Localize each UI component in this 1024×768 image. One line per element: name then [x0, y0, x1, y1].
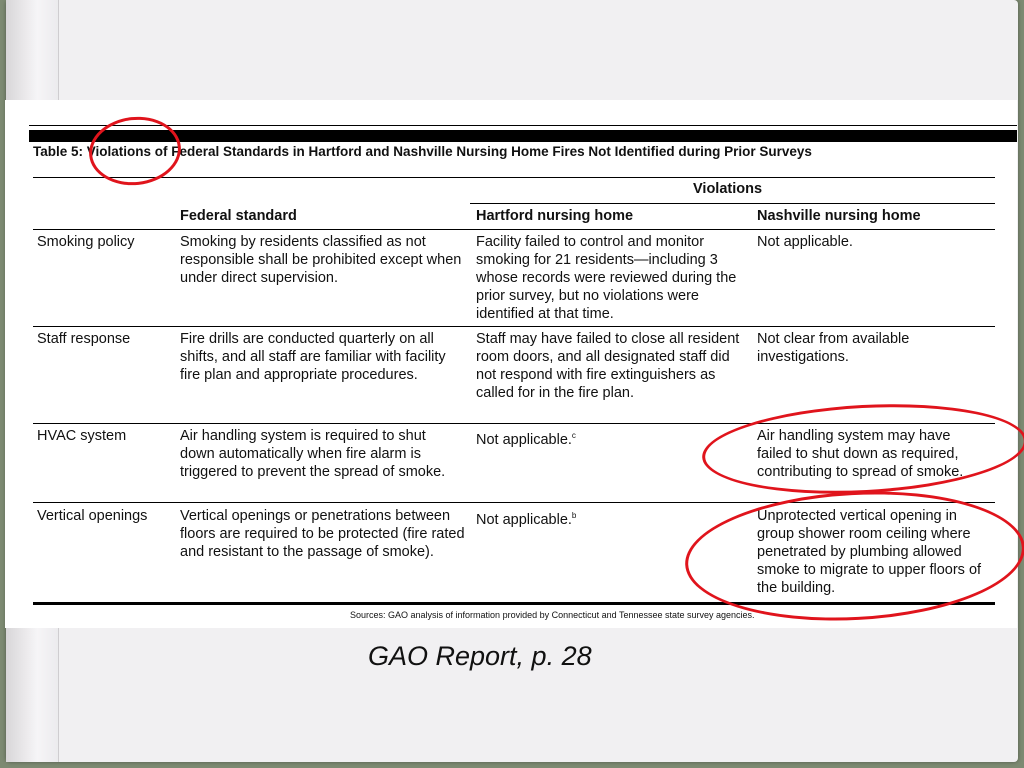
annotation-circle-table5 [86, 112, 185, 189]
row-smoking-hartford: Facility failed to control and monitor smoking for 21 residents—including 3 whose records were reviewed during the prior survey, but no violations were identified at that time. [476, 234, 737, 322]
row-staff-hartford: Staff may have failed to close all resident room doors, and all designated staff did not respond with fire extinguishers as called for in the fire plan. [476, 331, 740, 401]
row-hvac-hartford: Not applicable.$^c$ [476, 431, 576, 448]
document-scan [5, 100, 1017, 628]
row-smoking-nashville: Not applicable. [757, 234, 853, 250]
row-vertical-federal: Vertical openings or penetrations between floors are required to be protected (fire rated and resistant to the passage of smoke). [180, 508, 465, 560]
header-rule [33, 229, 995, 230]
col-header-hartford: Hartford nursing home [476, 208, 634, 224]
annotation-ellipse-vertical [682, 483, 1024, 629]
row-hvac-federal: Air handling system is required to shut down automatically when fire alarm is triggered to prevent the spread of smoke. [180, 428, 446, 480]
row-label-staff: Staff response [37, 331, 131, 347]
row-label-smoking: Smoking policy [37, 234, 135, 250]
footnote-c: c [571, 431, 576, 440]
row-label-vertical: Vertical openings [37, 508, 148, 524]
col-header-federal: Federal standard [180, 208, 297, 224]
row-staff-nashville: Not clear from available investigations. [757, 331, 910, 365]
violations-group-header: Violations [693, 181, 763, 197]
sources-note: Sources: GAO analysis of information provided by Connecticut and Tennessee state survey agencies. [350, 610, 755, 620]
row-label-hvac: HVAC system [37, 428, 127, 444]
row-vertical-nashville: Unprotected vertical opening in group shower room ceiling where penetrated by plumbing allowed smoke to migrate to upper floors of the building. [757, 508, 982, 596]
group-header-rule [470, 203, 995, 204]
slide-caption: GAO Report, p. 28 [368, 641, 592, 671]
row-rule-1 [33, 326, 995, 327]
col-header-nashville: Nashville nursing home [757, 208, 921, 224]
row-staff-federal: Fire drills are conducted quarterly on all shifts, and all staff are familiar with facility fire plan and appropriate procedures. [180, 331, 446, 383]
annotation-ellipse-hvac [700, 397, 1024, 502]
row-vertical-hartford: Not applicable.$^b$ [476, 511, 577, 528]
row-hvac-nashville: Air handling system may have failed to shut down as required, contributing to spread of smoke. [757, 428, 964, 480]
table-title: Table 5: Violations of Federal Standards in Hartford and Nashville Nursing Home Fires Not Identified during Prior Surveys [33, 144, 812, 159]
top-thin-rule [29, 125, 1017, 126]
title-rule [33, 177, 995, 178]
footnote-b: b [571, 511, 577, 520]
row-smoking-federal: Smoking by residents classified as not responsible shall be prohibited except when under direct supervision. [180, 234, 462, 286]
